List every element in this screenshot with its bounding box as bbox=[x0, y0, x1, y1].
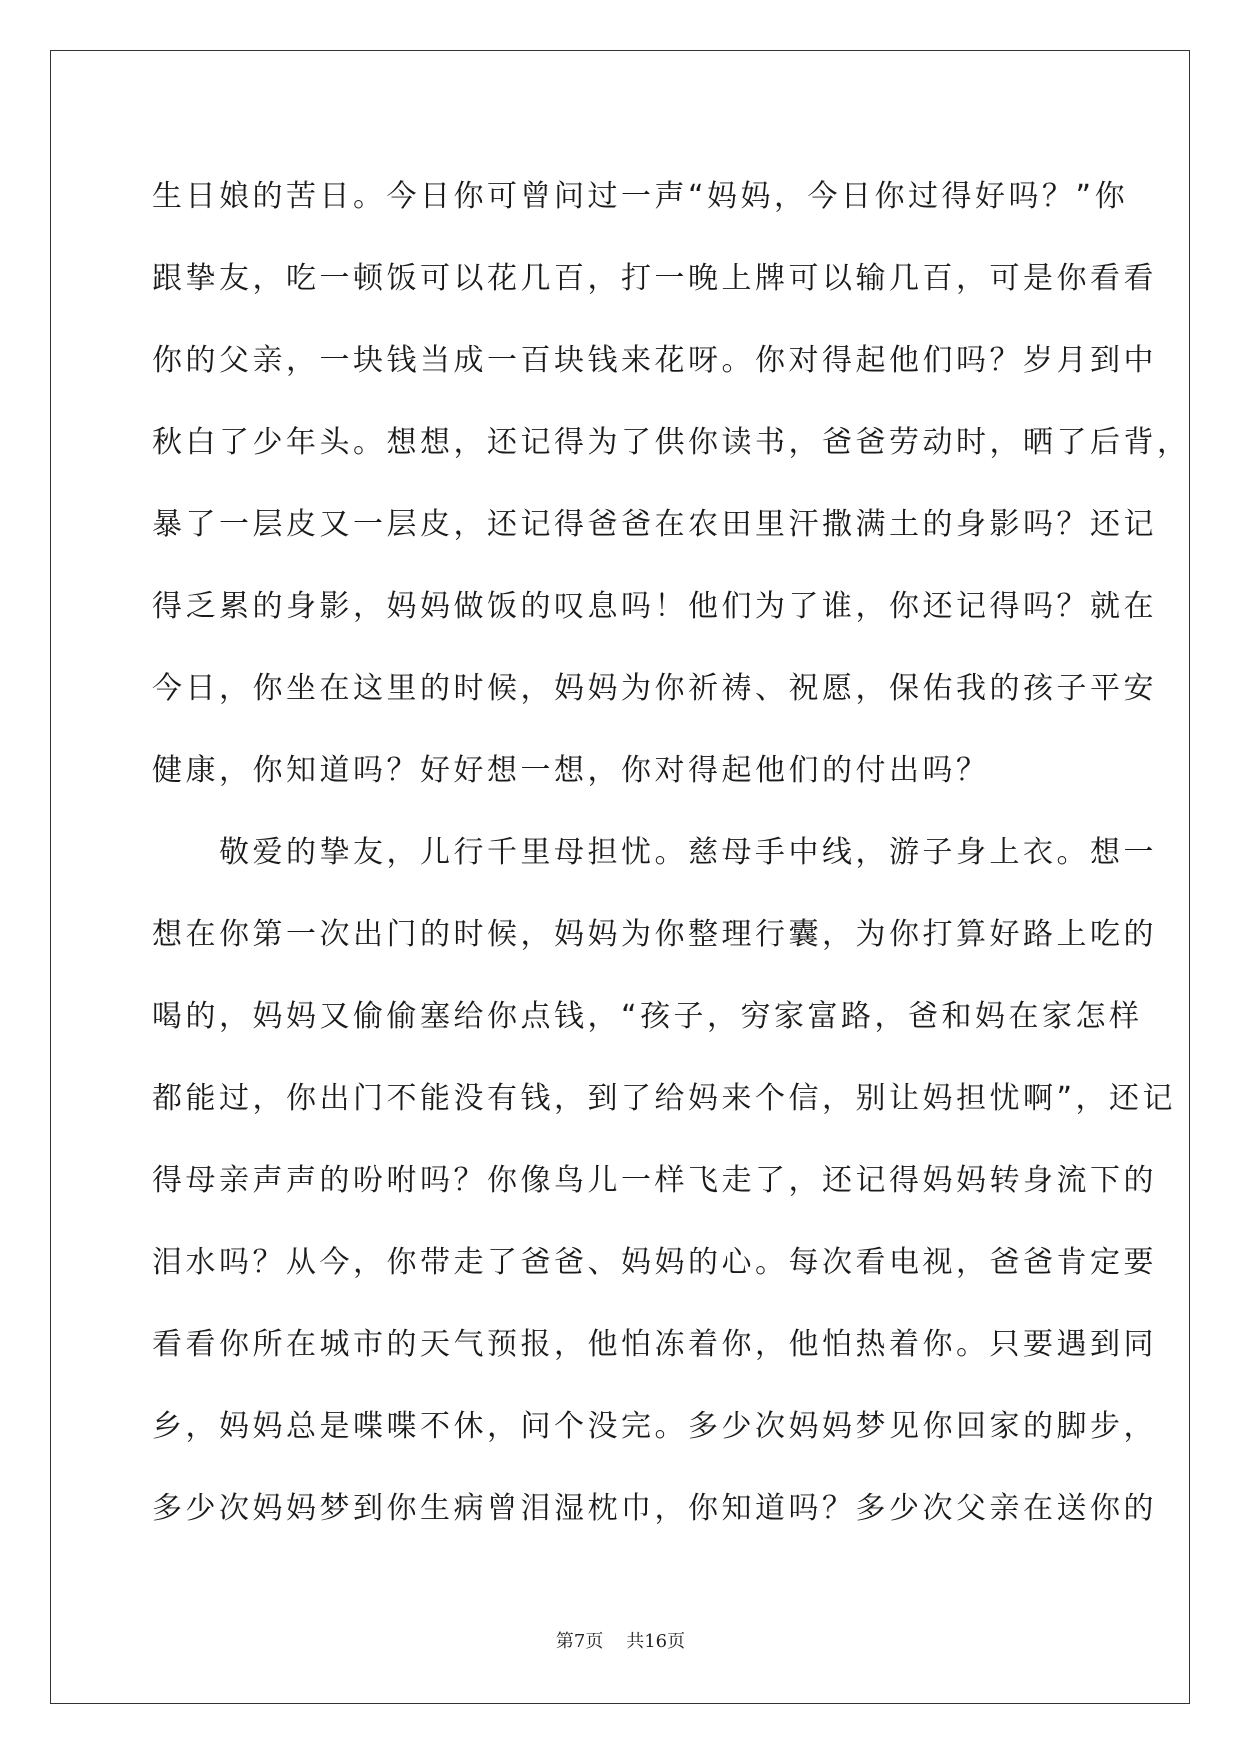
text-line: 跟挚友，吃一顿饭可以花几百，打一晚上牌可以输几百，可是你看看 bbox=[152, 261, 1157, 296]
page-footer bbox=[0, 1630, 1241, 1654]
text-line: 你的父亲，一块钱当成一百块钱来花呀。你对得起他们吗？岁月到中 bbox=[152, 343, 1157, 378]
text-line: 泪水吗？从今，你带走了爸爸、妈妈的心。每次看电视，爸爸肯定要 bbox=[152, 1245, 1157, 1280]
text-line: 多少次妈妈梦到你生病曾泪湿枕巾，你知道吗？多少次父亲在送你的 bbox=[152, 1491, 1157, 1526]
text-line: 暴了一层皮又一层皮，还记得爸爸在农田里汗撒满土的身影吗？还记 bbox=[152, 507, 1157, 542]
text-line: 秋白了少年头。想想，还记得为了供你读书，爸爸劳动时，晒了后背， bbox=[152, 425, 1191, 460]
text-line: 想在你第一次出门的时候，妈妈为你整理行囊，为你打算好路上吃的 bbox=[152, 917, 1157, 952]
page-total: 共16页 bbox=[626, 1631, 686, 1652]
page-number: 第7页 bbox=[555, 1631, 604, 1652]
paragraph-start-line: 敬爱的挚友，儿行千里母担忧。慈母手中线，游子身上衣。想一 bbox=[152, 835, 1157, 870]
text-line: 得乏累的身影，妈妈做饭的叹息吗！他们为了谁，你还记得吗？就在 bbox=[152, 589, 1157, 624]
text-line: 今日，你坐在这里的时候，妈妈为你祈祷、祝愿，保佑我的孩子平安 bbox=[152, 671, 1157, 706]
text-line: 健康，你知道吗？好好想一想，你对得起他们的付出吗？ bbox=[152, 753, 990, 788]
text-line: 生日娘的苦日。今日你可曾问过一声“妈妈，今日你过得好吗？”你 bbox=[152, 179, 1129, 214]
text-line: 喝的，妈妈又偷偷塞给你点钱，“孩子，穷家富路，爸和妈在家怎样 bbox=[152, 999, 1143, 1034]
text-line: 看看你所在城市的天气预报，他怕冻着你，他怕热着你。只要遇到同 bbox=[152, 1327, 1157, 1362]
text-line: 乡，妈妈总是喋喋不休，问个没完。多少次妈妈梦见你回家的脚步， bbox=[152, 1409, 1157, 1444]
text-line: 得母亲声声的吩咐吗？你像鸟儿一样飞走了，还记得妈妈转身流下的 bbox=[152, 1163, 1157, 1198]
body-text bbox=[152, 156, 1191, 1550]
text-line: 都能过，你出门不能没有钱，到了给妈来个信，别让妈担忧啊”，还记 bbox=[152, 1081, 1177, 1116]
